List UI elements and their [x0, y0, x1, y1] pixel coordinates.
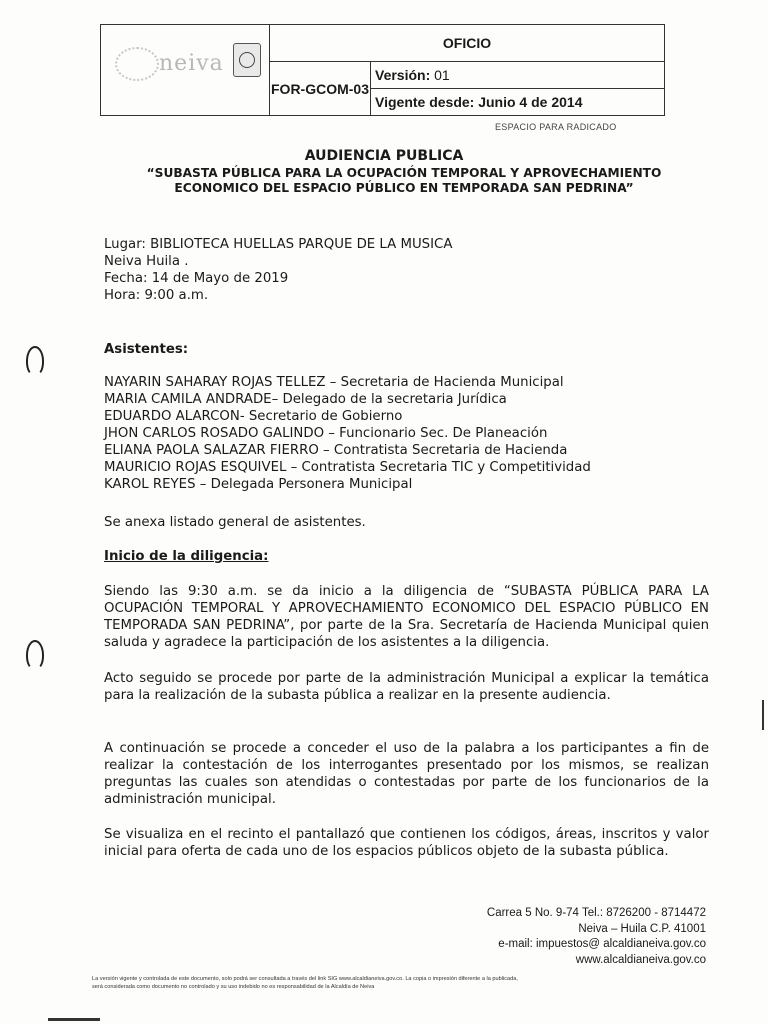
footer-contact — [487, 906, 706, 968]
bottom-edge-mark — [48, 1018, 100, 1021]
paragraph-2: Acto seguido se procede por parte de la administración Municipal a explicar la temática para la realización de la subasta pública a realizar en la presente audiencia. — [104, 671, 709, 703]
annex-note: Se anexa listado general de asistentes. — [104, 515, 366, 530]
valid-from: Vigente desde: Junio 4 de 2014 — [371, 89, 665, 116]
paragraph-3: A continuación se procede a conceder el uso de la palabra a los participantes a fin de realizar la contestación de los interrogantes presentado por los mismos, se realizan preguntas las cuales son atendidas o contestadas por parte de los funcionarios de la administración municipal. — [104, 741, 709, 807]
attendee-item: JHON CARLOS ROSADO GALINDO – Funcionario Sec. De Planeación — [104, 426, 548, 441]
attendee-item: MAURICIO ROJAS ESQUIVEL – Contratista Secretaria TIC y Competitividad — [104, 460, 591, 475]
attendees-list — [104, 374, 709, 493]
attendee-item: EDUARDO ALARCON- Secretario de Gobierno — [104, 409, 403, 424]
disclaimer-line-1: La versión vigente y controlada de este documento, solo podrá ser consultada a través del link SIG www.alcaldianeiva.gov.co. La copia o impresión diferente a la publicada, — [92, 976, 518, 982]
disclaimer-line-2: será considerada como documento no controlado y su uso indebido no es responsabilidad de la Alcaldía de Neiva — [92, 984, 375, 990]
version-cell — [371, 62, 665, 89]
footer-city: Neiva – Huila C.P. 41001 — [578, 922, 706, 935]
document-title: AUDIENCIA PUBLICA — [304, 148, 464, 164]
municipal-seal-icon — [233, 43, 261, 77]
doc-type: OFICIO — [270, 25, 665, 62]
meeting-info — [104, 236, 709, 304]
meeting-city: Neiva Huila . — [104, 254, 189, 269]
version-value: 01 — [434, 67, 450, 83]
footer-disclaimer — [92, 975, 692, 991]
meeting-time: Hora: 9:00 a.m. — [104, 288, 209, 303]
attendee-item: MARIA CAMILA ANDRADE– Delegado de la secretaria Jurídica — [104, 392, 507, 407]
punch-hole-bottom — [26, 640, 44, 670]
footer-web: www.alcaldianeiva.gov.co — [575, 953, 706, 966]
subtitle-line-1: “SUBASTA PÚBLICA PARA LA OCUPACIÓN TEMPORAL Y APROVECHAMIENTO — [146, 166, 662, 180]
subtitle-line-2: ECONOMICO DEL ESPACIO PÚBLICO EN TEMPORADA SAN PEDRINA” — [174, 181, 634, 195]
document-subtitle — [120, 166, 688, 196]
attendees-heading: Asistentes: — [104, 342, 189, 357]
footer-email: e-mail: impuestos@ alcaldianeiva.gov.co — [498, 938, 706, 950]
logo-cell — [101, 25, 270, 116]
paragraph-4: Se visualiza en el recinto el pantallazó que contienen los códigos, áreas, inscritos y valor inicial para oferta de cada uno de los espacios públicos objeto de la subasta pública. — [104, 827, 709, 859]
logo-text: neiva — [159, 51, 224, 76]
footer-address: Carrea 5 No. 9-74 Tel.: 8726200 - 8714472 — [486, 907, 706, 919]
logo-swirl-icon — [115, 47, 159, 81]
punch-hole-top — [26, 346, 44, 376]
attendee-item: KAROL REYES – Delegada Personera Municipal — [104, 477, 413, 492]
attendee-item: ELIANA PAOLA SALAZAR FIERRO – Contratista Secretaria de Hacienda — [104, 443, 568, 458]
scan-edge-mark — [762, 700, 764, 730]
document-header — [100, 24, 665, 116]
attendee-item: NAYARIN SAHARAY ROJAS TELLEZ – Secretaria de Hacienda Municipal — [104, 375, 564, 390]
paragraph-1: Siendo las 9:30 a.m. se da inicio a la diligencia de “SUBASTA PÚBLICA PARA LA OCUPACIÓN TEMPORAL Y APROVECHAMIENTO ECONOMICO DEL ESPACIO PÚBLICO EN TEMPORADA SAN PEDRINA”, por parte de la Sra. Secretaría de Hacienda Municipal quien saluda y agradece la participación de los asistentes a la diligencia. — [104, 584, 709, 650]
radicado-label: ESPACIO PARA RADICADO — [495, 122, 617, 132]
meeting-date: Fecha: 14 de Mayo de 2019 — [104, 271, 289, 286]
section-heading: Inicio de la diligencia: — [104, 549, 269, 564]
meeting-place: Lugar: BIBLIOTECA HUELLAS PARQUE DE LA MUSICA — [104, 237, 453, 252]
doc-code: FOR-GCOM-03 — [270, 62, 371, 116]
version-label: Versión: — [375, 67, 431, 83]
